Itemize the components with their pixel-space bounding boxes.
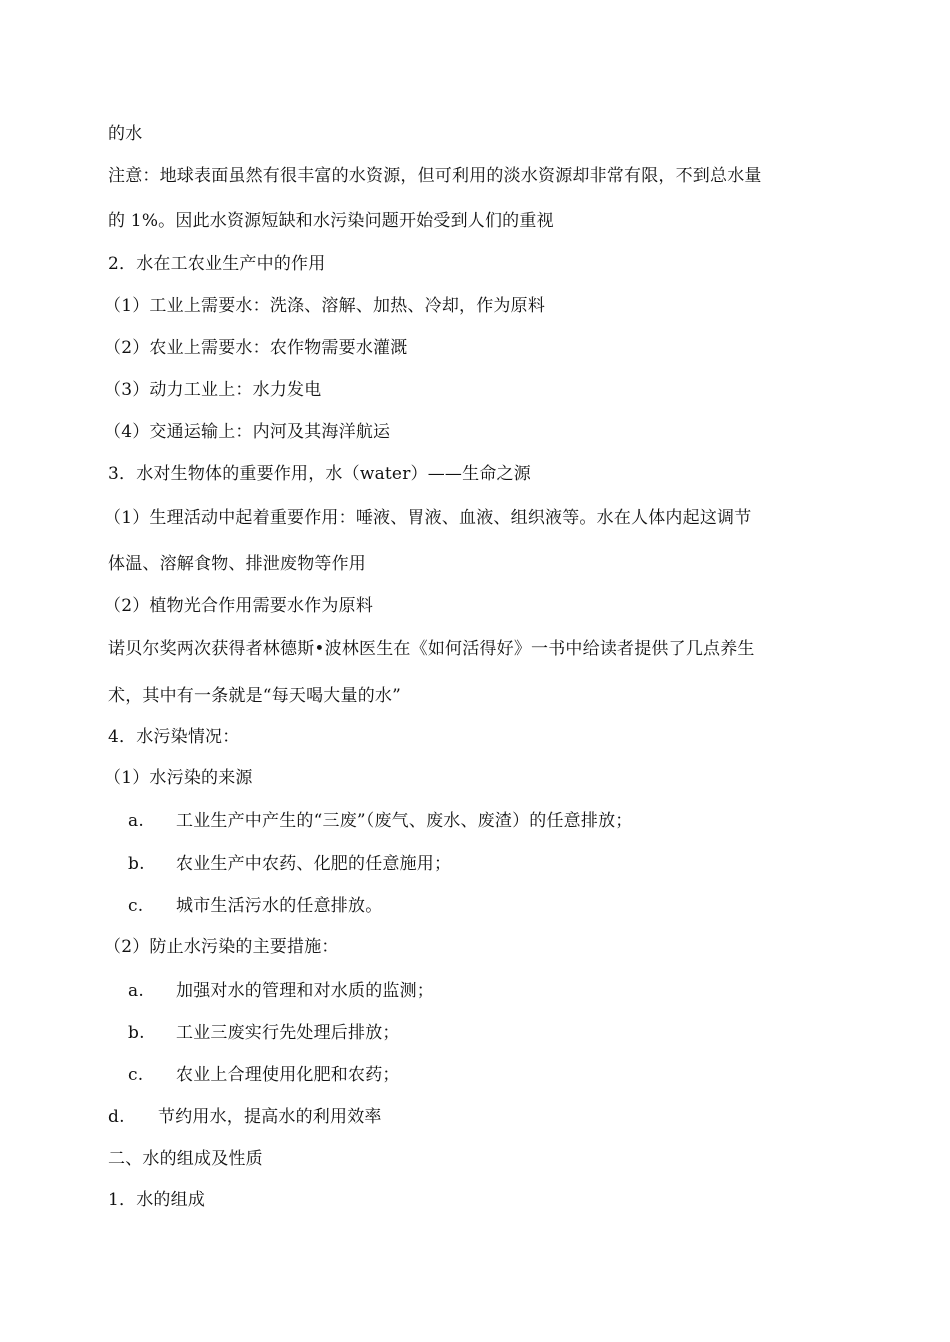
- text-line: （2）植物光合作用需要水作为原料: [104, 596, 374, 616]
- list-marker: b.: [128, 854, 145, 874]
- list-item-text: 城市生活污水的任意排放。: [176, 896, 383, 916]
- section-heading: 2．水在工农业生产中的作用: [108, 254, 326, 274]
- text-line: 术，其中有一条就是“每天喝大量的水”: [108, 686, 401, 706]
- text-line: （1）生理活动中起着重要作用：唾液、胃液、血液、组织液等。水在人体内起这调节: [104, 508, 752, 528]
- list-marker: c.: [128, 1065, 144, 1085]
- text-line: （1）工业上需要水：洗涤、溶解、加热、冷却，作为原料: [104, 296, 546, 316]
- list-item: [128, 895, 382, 917]
- section-heading: 3．水对生物体的重要作用，水（water）——生命之源: [108, 464, 531, 484]
- list-marker: b.: [128, 1023, 145, 1043]
- list-item-text: 农业生产中农药、化肥的任意施用；: [176, 854, 452, 874]
- section-heading: 1．水的组成: [108, 1190, 206, 1210]
- text-line: （2）防止水污染的主要措施：: [104, 937, 339, 957]
- text-line: （3）动力工业上：水力发电: [104, 380, 322, 400]
- list-item-text: 工业生产中产生的“三废”（废气、废水、废渣）的任意排放；: [176, 811, 633, 831]
- list-marker: a.: [128, 981, 144, 1001]
- text-line: 的水: [108, 124, 143, 144]
- list-item: [128, 810, 632, 832]
- text-line: 体温、溶解食物、排泄废物等作用: [108, 554, 366, 574]
- text-line: （2）农业上需要水：农作物需要水灌溉: [104, 338, 408, 358]
- text-line: （1）水污染的来源: [104, 768, 253, 788]
- list-item: [128, 853, 451, 875]
- list-item-text: 节约用水，提高水的利用效率: [158, 1107, 382, 1127]
- section-heading: 4．水污染情况：: [108, 727, 240, 747]
- text-line: 诺贝尔奖两次获得者林德斯•波林医生在《如何活得好》一书中给读者提供了几点养生: [108, 639, 755, 659]
- chapter-heading: 二、水的组成及性质: [108, 1149, 263, 1169]
- note-line: 注意：地球表面虽然有很丰富的水资源，但可利用的淡水资源却非常有限，不到总水量: [108, 166, 762, 186]
- list-marker: c.: [128, 896, 144, 916]
- list-marker: a.: [128, 811, 144, 831]
- list-marker: d.: [108, 1107, 125, 1127]
- list-item-text: 工业三废实行先处理后排放；: [176, 1023, 400, 1043]
- list-item: [128, 980, 434, 1002]
- list-item: [128, 1022, 400, 1044]
- list-item-text: 农业上合理使用化肥和农药；: [176, 1065, 400, 1085]
- list-item-text: 加强对水的管理和对水质的监测；: [176, 981, 434, 1001]
- list-item: [128, 1064, 400, 1086]
- list-item: [108, 1106, 382, 1128]
- text-line: 的 1%。因此水资源短缺和水污染问题开始受到人们的重视: [108, 211, 554, 231]
- text-line: （4）交通运输上：内河及其海洋航运: [104, 422, 391, 442]
